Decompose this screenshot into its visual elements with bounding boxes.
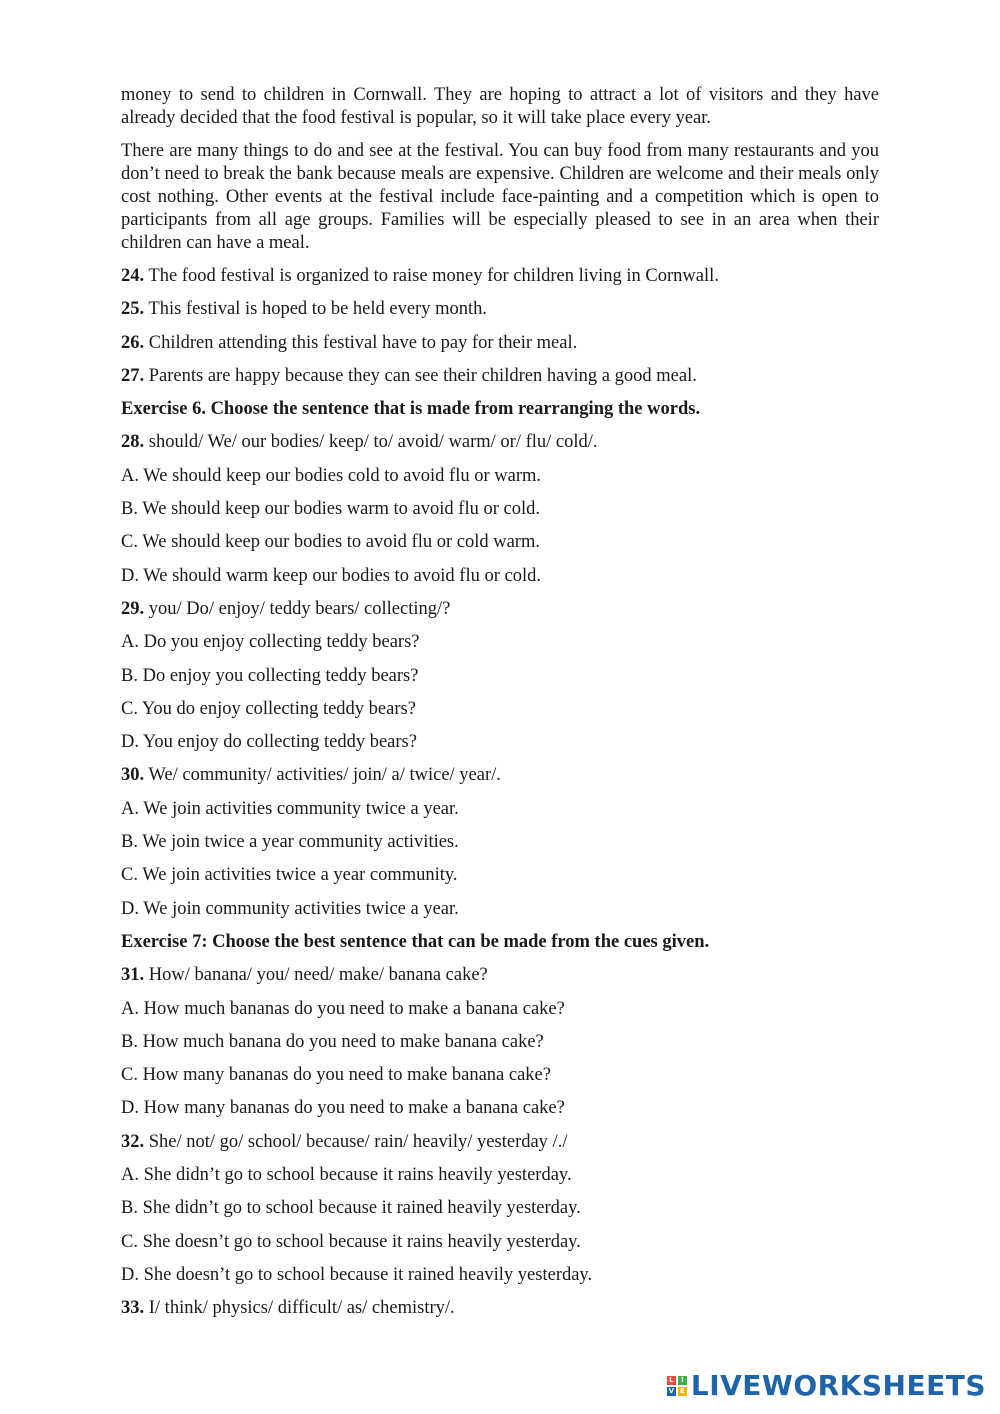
option-30-b[interactable]: B. We join twice a year community activities. [121,832,459,853]
option-28-d[interactable]: D. We should warm keep our bodies to avoid flu or cold. [121,565,541,586]
brand-name: LIVEWORKSHEETS [690,1369,986,1402]
exercise-7-heading: Exercise 7: Choose the best sentence that can be made from the cues given. [121,931,710,952]
logo-square: I [678,1376,687,1385]
logo-square: V [668,1387,675,1395]
option-28-b[interactable]: B. We should keep our bodies warm to avoid flu or cold. [121,499,540,520]
passage-paragraph-2: There are many things to do and see at the festival. You can buy food from many restaurants and you don’t need to break the bank because meals are expensive. Children are welcome and their meals only cost nothing. Other events at the festival include face-painting and a competition which is open to participants from all age groups. Families will be especially pleased to see in an area when their children can have a meal. [121,141,879,253]
statement-25: 25. This festival is hoped to be held every month. [121,299,487,320]
option-30-d[interactable]: D. We join community activities twice a year. [121,898,459,919]
option-29-d[interactable]: D. You enjoy do collecting teddy bears? [121,732,417,753]
statement-27: 27. Parents are happy because they can see their children having a good meal. [121,365,697,386]
liveworksheets-brand [667,1369,986,1402]
option-28-a[interactable]: A. We should keep our bodies cold to avoid flu or warm. [121,465,541,486]
option-32-b[interactable]: B. She didn’t go to school because it rained heavily yesterday. [121,1198,581,1219]
option-29-b[interactable]: B. Do enjoy you collecting teddy bears? [121,665,419,686]
worksheet-page [121,84,879,1331]
option-31-a[interactable]: A. How much bananas do you need to make a banana cake? [121,998,565,1019]
logo-square: L [667,1376,676,1385]
option-29-a[interactable]: A. Do you enjoy collecting teddy bears? [121,632,420,653]
liveworksheets-logo-icon [667,1376,687,1396]
option-29-c[interactable]: C. You do enjoy collecting teddy bears? [121,698,416,719]
option-31-c[interactable]: C. How many bananas do you need to make banana cake? [121,1065,551,1086]
option-32-d[interactable]: D. She doesn’t go to school because it rained heavily yesterday. [121,1264,593,1285]
option-32-a[interactable]: A. She didn’t go to school because it rains heavily yesterday. [121,1165,572,1186]
question-29: 29. you/ Do/ enjoy/ teddy bears/ collecting/? [121,598,451,619]
option-32-c[interactable]: C. She doesn’t go to school because it rains heavily yesterday. [121,1231,581,1252]
logo-square: E [678,1387,687,1396]
option-31-b[interactable]: B. How much banana do you need to make banana cake? [121,1031,544,1052]
question-33: 33. I/ think/ physics/ difficult/ as/ chemistry/. [121,1298,455,1319]
question-30: 30. We/ community/ activities/ join/ a/ twice/ year/. [121,765,501,786]
exercise-6-heading: Exercise 6. Choose the sentence that is made from rearranging the words. [121,399,701,420]
passage-paragraph-1: money to send to children in Cornwall. They are hoping to attract a lot of visitors and they have already decided that the food festival is popular, so it will take place every year. [121,85,879,128]
option-31-d[interactable]: D. How many bananas do you need to make a banana cake? [121,1098,565,1119]
statement-26: 26. Children attending this festival have to pay for their meal. [121,332,578,353]
question-32: 32. She/ not/ go/ school/ because/ rain/ heavily/ yesterday /./ [121,1131,568,1152]
question-28: 28. should/ We/ our bodies/ keep/ to/ avoid/ warm/ or/ flu/ cold/. [121,432,598,453]
question-31: 31. How/ banana/ you/ need/ make/ banana cake? [121,965,488,986]
option-28-c[interactable]: C. We should keep our bodies to avoid flu or cold warm. [121,532,540,553]
option-30-a[interactable]: A. We join activities community twice a year. [121,798,459,819]
statement-24: 24. The food festival is organized to raise money for children living in Cornwall. [121,266,719,286]
option-30-c[interactable]: C. We join activities twice a year community. [121,865,458,886]
